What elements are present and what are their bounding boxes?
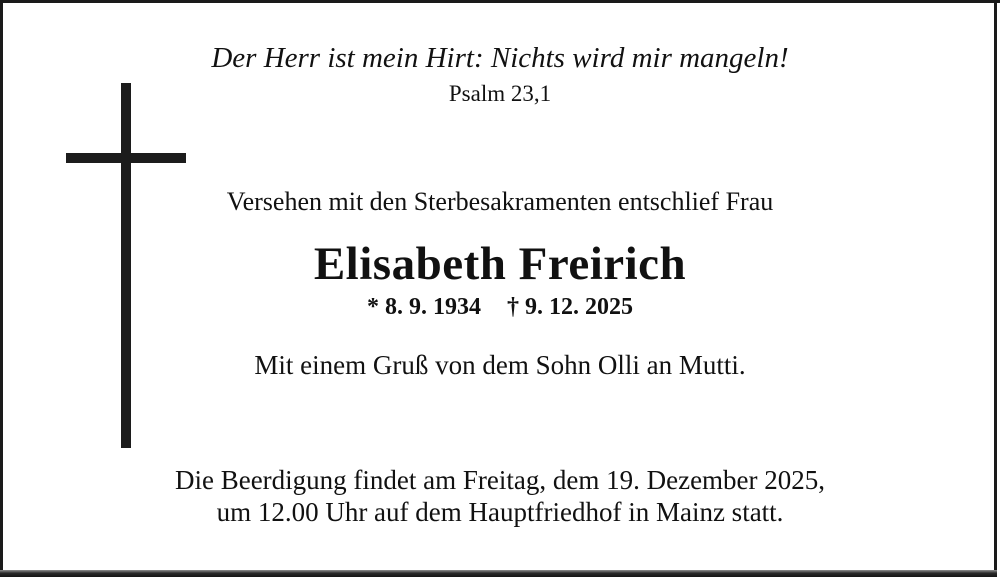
greeting-line: Mit einem Gruß von dem Sohn Olli an Mutti.	[254, 350, 746, 380]
funeral-info-line2: um 12.00 Uhr auf dem Hauptfriedhof in Mainz statt.	[216, 497, 784, 527]
life-dates	[0, 294, 1000, 321]
clipping-bottom-shadow	[0, 570, 997, 577]
scripture-source: Psalm 23,1	[448, 81, 552, 106]
cross-horizontal-bar	[66, 153, 186, 163]
birth-date: * 8. 9. 1934	[367, 294, 481, 320]
scripture-quote: Der Herr ist mein Hirt: Nichts wird mir mangeln!	[211, 42, 789, 74]
death-date: † 9. 12. 2025	[507, 294, 633, 320]
clipping-top-border	[0, 0, 1000, 3]
deceased-name: Elisabeth Freirich	[313, 238, 687, 290]
intro-line: Versehen mit den Sterbesakramenten entschlief Frau	[226, 187, 774, 216]
funeral-info-line1: Die Beerdigung findet am Freitag, dem 19. Dezember 2025,	[174, 465, 826, 495]
